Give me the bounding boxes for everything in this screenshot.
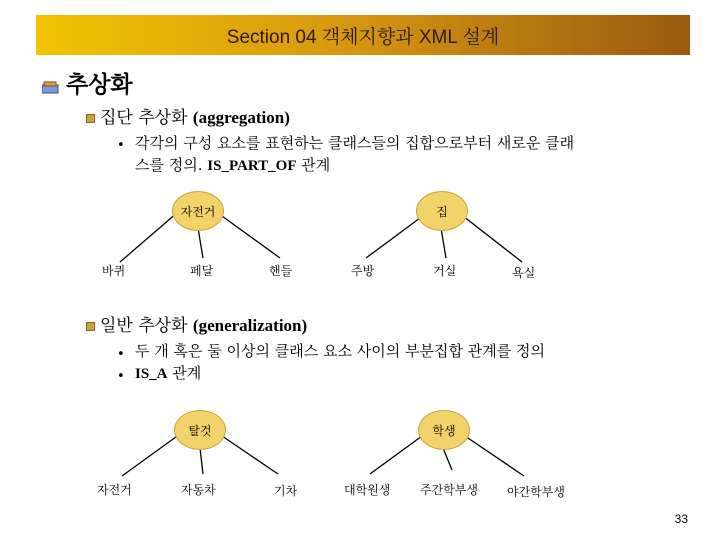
dot-bullet-icon: • bbox=[117, 347, 125, 362]
child-car: 자동차 bbox=[181, 483, 216, 497]
parent-node-student bbox=[418, 410, 470, 450]
sec2-bullet2 bbox=[135, 362, 201, 385]
dot-bullet-icon: • bbox=[117, 369, 125, 384]
parent-node-label: 자전거 bbox=[180, 204, 216, 219]
sec2-bullet2-tail: 관계 bbox=[172, 364, 202, 382]
sec1-bullet-line1: 각각의 구성 요소를 표현하는 클래스들의 집합으로부터 새로운 클래 bbox=[135, 134, 575, 152]
sec2-title-en: (generalization) bbox=[192, 316, 308, 335]
parent-node-house bbox=[416, 191, 468, 231]
edge-7 bbox=[122, 434, 180, 476]
parent-node-bicycle bbox=[172, 191, 224, 231]
child-night-undergrad: 야간학부생 bbox=[507, 485, 565, 499]
parent-node-vehicle bbox=[174, 410, 226, 450]
edge-4 bbox=[366, 218, 420, 258]
sec1-bullet-line2-ko: 스를 정의. bbox=[135, 156, 203, 174]
parent-node-label: 탈것 bbox=[188, 423, 212, 438]
heading: 추상화 bbox=[66, 72, 133, 98]
sec1-title-ko: 집단 추상화 bbox=[100, 108, 188, 128]
edge-2 bbox=[198, 228, 203, 258]
child-livingroom: 거실 bbox=[433, 264, 457, 278]
child-bathroom: 욕실 bbox=[512, 266, 536, 280]
child-wheel: 바퀴 bbox=[102, 264, 126, 278]
edge-6 bbox=[463, 216, 522, 262]
edge-5 bbox=[441, 228, 446, 258]
page-number: 33 bbox=[674, 512, 688, 526]
sec2-bullet2-en: IS_A bbox=[135, 366, 168, 382]
child-grad-student: 대학원생 bbox=[344, 483, 391, 497]
header-title: Section 04 객체지향과 XML 설계 bbox=[226, 26, 500, 48]
edge-8 bbox=[200, 448, 203, 474]
child-kitchen: 주방 bbox=[351, 264, 375, 278]
edge-1 bbox=[120, 212, 178, 262]
parent-node-label: 집 bbox=[436, 204, 448, 219]
edge-10 bbox=[370, 436, 422, 474]
edge-3 bbox=[222, 216, 280, 258]
child-pedal: 페달 bbox=[190, 264, 214, 278]
sec2-title bbox=[100, 311, 307, 336]
edge-9 bbox=[222, 436, 278, 474]
square-bullet-icon bbox=[86, 322, 95, 331]
child-bicycle: 자전거 bbox=[97, 483, 132, 497]
parent-node-label: 학생 bbox=[432, 423, 456, 438]
sec1-title-en: (aggregation) bbox=[192, 108, 290, 127]
edge-12 bbox=[465, 436, 524, 476]
child-handle: 핸들 bbox=[269, 264, 293, 278]
edge-11 bbox=[443, 448, 452, 470]
sec1-bullet-line2-en: IS_PART_OF bbox=[207, 158, 297, 174]
child-day-undergrad: 주간학부생 bbox=[420, 483, 478, 497]
sec2-bullet1: 두 개 혹은 둘 이상의 클래스 요소 사이의 부분집합 관계를 정의 bbox=[135, 342, 545, 360]
sec1-bullet-line2-tail: 관계 bbox=[301, 156, 331, 174]
child-train: 기차 bbox=[274, 484, 298, 498]
dot-bullet-icon: • bbox=[117, 138, 125, 153]
sec2-title-ko: 일반 추상화 bbox=[100, 316, 188, 336]
